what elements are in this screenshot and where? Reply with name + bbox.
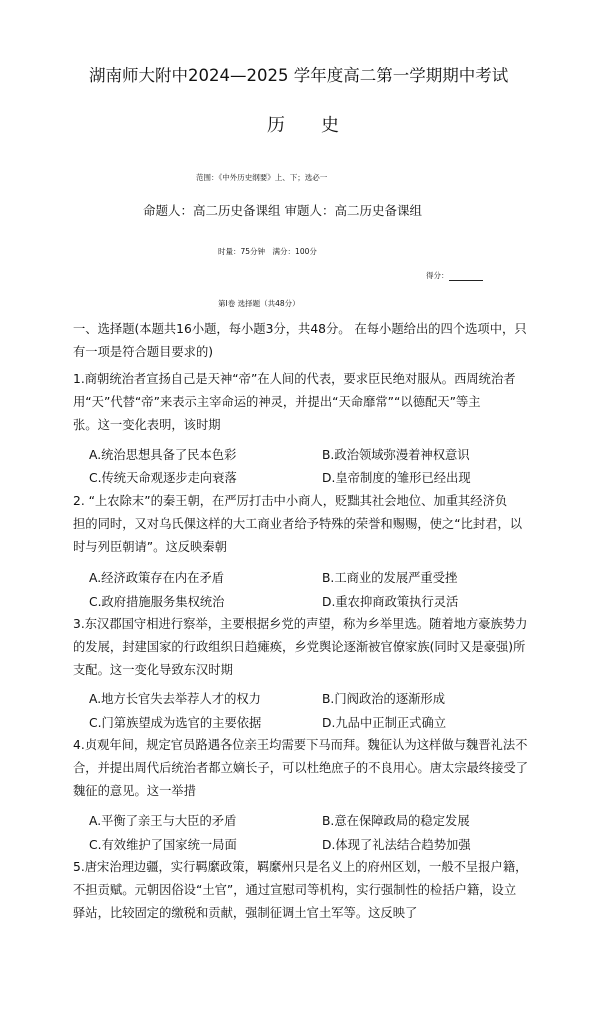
question-4-option-a: A.平衡了亲王与大臣的矛盾 (89, 814, 237, 828)
question-2-stem (73, 490, 551, 560)
exam-title: 湖南师大附中2024—2025 学年度高二第一学期期中考试 (89, 66, 509, 85)
question-2-option-c: C.政府措施服务集权统治 (89, 595, 225, 609)
section-line: 一、选择题(本题共16小题，每小题3分，共48分。 在每小题给出的四个选项中，只 (73, 322, 527, 336)
question-3-option-b: B.门阀政治的逐渐形成 (322, 692, 446, 706)
stem-line: 合，并提出周代后统治者都立嫡长子，可以杜绝庶子的不良用心。唐太宗最终接受了 (73, 761, 528, 776)
stem-line: 1.商朝统治者宣扬自己是天神“帝”在人间的代表，要求臣民绝对服从。西周统治者 (73, 372, 516, 386)
score-blank[interactable] (449, 271, 483, 281)
exam-setters: 命题人：高二历史备课组 审题人：高二历史备课组 (143, 203, 422, 218)
stem-line: 魏征的意见。这一举措 (73, 784, 196, 799)
question-1-option-a: A.统治思想具备了民本色彩 (89, 448, 237, 462)
stem-line: 的发展，封建国家的行政组织日趋瘫痪，乡党舆论逐渐被官僚家族(同时又是豪强)所 (73, 640, 526, 655)
stem-line: 担的同时，又对乌氏倮这样的大工商业者给予特殊的荣誉和赐赐，使之“比封君，以 (73, 517, 523, 532)
stem-line: 2. “上农除末”的秦王朝，在严厉打击中小商人，贬黜其社会地位、加重其经济负 (73, 494, 508, 508)
question-2-option-a: A.经济政策存在内在矛盾 (89, 571, 225, 585)
question-4-stem (73, 734, 551, 804)
stem-line: 4.贞观年间，规定官员路遇各位亲王均需要下马而拜。魏征认为这样做与魏晋礼法不 (73, 738, 528, 752)
question-2-option-b: B.工商业的发展严重受挫 (322, 571, 458, 585)
part-title: 第Ⅰ卷 选择题（共48分） (218, 299, 300, 308)
question-4-option-c: C.有效维护了国家统一局面 (89, 838, 237, 852)
question-2-option-d: D.重农抑商政策执行灵活 (322, 595, 459, 609)
stem-line: 3.东汉郡国守相进行察举，主要根据乡党的声望，称为乡举里选。随着地方豪族势力 (73, 617, 528, 631)
time-and-score: 时量：75分钟 满分：100分 (218, 247, 317, 256)
question-1-option-d: D.皇帝制度的雏形已经出现 (322, 471, 471, 485)
question-1-option-c: C.传统天命观逐步走向衰落 (89, 471, 237, 485)
question-3-option-c: C.门第族望成为选官的主要依据 (89, 716, 262, 730)
question-3-stem (73, 613, 551, 683)
subject-title (267, 111, 339, 137)
stem-line: 张。这一变化表明，该时期 (73, 418, 221, 433)
question-4-option-b: B.意在保障政局的稳定发展 (322, 814, 470, 828)
question-1-option-b: B.政治领域弥漫着神权意识 (322, 448, 470, 462)
score-label: 得分： (426, 271, 449, 280)
stem-line: 用“天”代替“帝”来表示主宰命运的神灵，并提出“天命靡常”“以德配天”等主 (73, 395, 481, 410)
section-line: 有一项是符合题目要求的) (73, 345, 214, 360)
stem-line: 不担贡赋。元朝因俗设“土官”，通过宣慰司等机构，实行强制性的检括户籍，设立 (73, 883, 517, 898)
question-1-stem (73, 368, 551, 438)
question-3-option-d: D.九品中正制正式确立 (322, 716, 447, 730)
question-4-option-d: D.体现了礼法结合趋势加强 (322, 838, 471, 852)
subject-title-char-2: 史 (321, 115, 339, 136)
stem-line: 驿站，比较固定的缴税和贡献，强制征调土官土军等。这反映了 (73, 906, 418, 921)
section-instructions (73, 318, 551, 364)
question-5-stem (73, 856, 551, 926)
score-field (426, 270, 483, 281)
subject-title-char-1: 历 (267, 115, 285, 136)
question-3-option-a: A.地方长官失去举荐人才的权力 (89, 692, 261, 706)
exam-scope: 范围：《中外历史纲要》上、下；选必一 (196, 173, 328, 182)
stem-line: 5.唐宋治理边疆，实行羁縻政策，羁縻州只是名义上的府州区划，一般不呈报户籍， (73, 860, 528, 874)
stem-line: 时与列臣朝请”。这反映秦朝 (73, 540, 227, 555)
stem-line: 支配。这一变化导致东汉时期 (73, 663, 233, 678)
